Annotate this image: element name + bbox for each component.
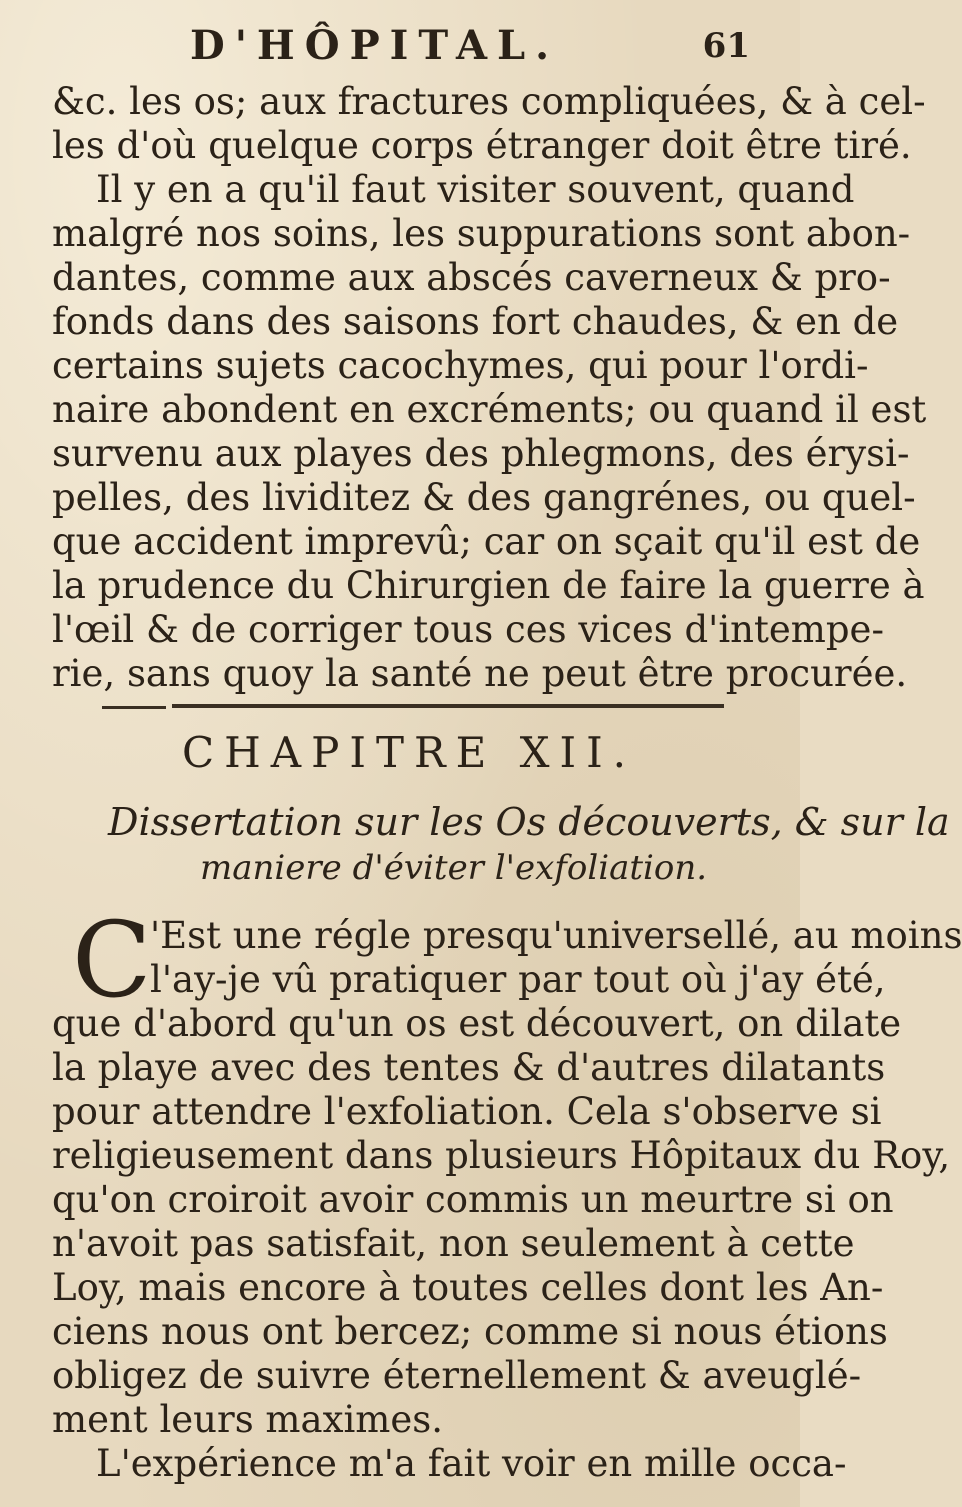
text-line: naire abondent en excréments; ou quand il est	[52, 388, 927, 431]
text-line: survenu aux playes des phlegmons, des érysi-	[52, 432, 910, 475]
text-line: ment leurs maximes.	[52, 1398, 444, 1441]
text-line: Il y en a qu'il faut visiter souvent, quand	[96, 168, 855, 211]
text-line: l'ay-je vû pratiquer par tout où j'ay été,	[150, 958, 886, 1001]
text-line: pelles, des lividitez & des gangrénes, ou quel-	[52, 476, 916, 519]
chapter-subtitle-line-1: Dissertation sur les Os découverts, & sur la	[108, 800, 950, 844]
text-line: l'œil & de corriger tous ces vices d'intempe-	[52, 608, 884, 651]
text-line: obligez de suivre éternellement & aveuglé-	[52, 1354, 862, 1397]
text-line: religieusement dans plusieurs Hôpitaux du Roy,	[52, 1134, 951, 1177]
text-line: les d'où quelque corps étranger doit être tiré.	[52, 124, 912, 167]
chapter-title: CHAPITRE XII.	[182, 728, 637, 777]
text-line: qu'on croiroit avoir commis un meurtre si on	[52, 1178, 894, 1221]
text-line: 'Est une régle presqu'universellé, au moins	[150, 914, 962, 957]
text-line: Loy, mais encore à toutes celles dont les An-	[52, 1266, 884, 1309]
separator-rule-short	[102, 706, 166, 709]
text-line: rie, sans quoy la santé ne peut être procurée.	[52, 652, 908, 695]
text-line: fonds dans des saisons fort chaudes, & en de	[52, 300, 899, 343]
page-number: 61	[702, 26, 750, 66]
text-line: L'expérience m'a fait voir en mille occa-	[96, 1442, 847, 1485]
text-line: &c. les os; aux fractures compliquées, & à cel-	[52, 80, 926, 123]
text-line: n'avoit pas satisfait, non seulement à cette	[52, 1222, 855, 1265]
text-line: pour attendre l'exfoliation. Cela s'observe si	[52, 1090, 882, 1133]
text-line: certains sujets cacochymes, qui pour l'ordi-	[52, 344, 869, 387]
drop-cap: C	[72, 899, 152, 1021]
running-head: D'HÔPITAL.	[190, 22, 560, 69]
text-line: dantes, comme aux abscés caverneux & pro-	[52, 256, 891, 299]
text-line: que accident imprevû; car on sçait qu'il est de	[52, 520, 921, 563]
text-line: la playe avec des tentes & d'autres dilatants	[52, 1046, 886, 1089]
chapter-subtitle-line-2: maniere d'éviter l'exfoliation.	[200, 848, 708, 888]
text-line: la prudence du Chirurgien de faire la guerre à	[52, 564, 925, 607]
text-line: que d'abord qu'un os est découvert, on dilate	[52, 1002, 902, 1045]
separator-rule-long	[172, 704, 724, 708]
text-line: ciens nous ont bercez; comme si nous étions	[52, 1310, 888, 1353]
text-line: malgré nos soins, les suppurations sont abon-	[52, 212, 911, 255]
page-header	[190, 22, 790, 72]
